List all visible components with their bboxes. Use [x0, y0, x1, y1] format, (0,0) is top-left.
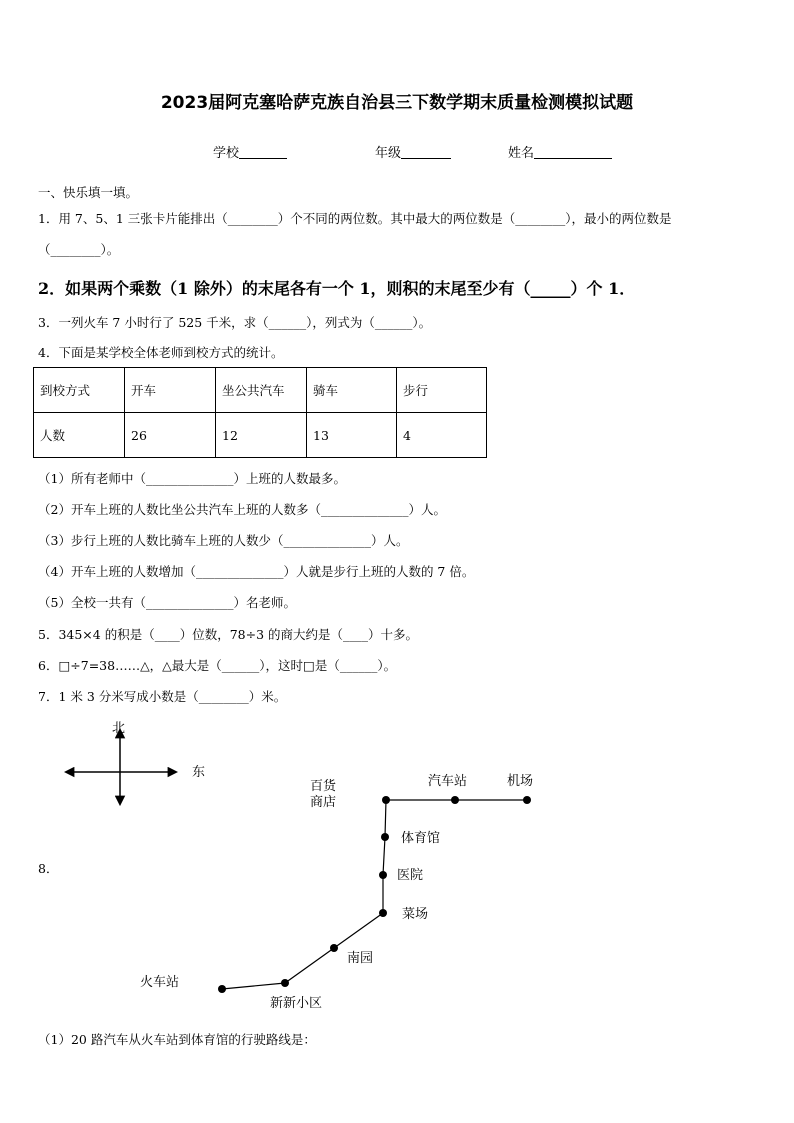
question-6: 6．□÷7=38……△，△最大是（______），这时□是（______）。 — [38, 658, 397, 673]
question-3: 3．一列火车 7 小时行了 525 千米，求（______），列式为（______）。 — [38, 315, 432, 330]
table-cell: 人数 — [34, 413, 125, 458]
school-blank[interactable] — [239, 146, 287, 159]
route-line — [222, 800, 527, 989]
gym-label: 体育馆 — [401, 831, 441, 846]
question-5: 5．345×4 的积是（____）位数，78÷3 的商大约是（____）十多。 — [38, 627, 419, 642]
question-1-line-2: （________）。 — [38, 242, 120, 257]
route-map — [0, 700, 794, 1030]
question-4-sub-5: （5）全校一共有（______________）名老师。 — [38, 595, 296, 610]
hospital-dot — [379, 871, 387, 879]
question-4-sub-3: （3）步行上班的人数比骑车上班的人数少（______________）人。 — [38, 533, 409, 548]
question-4-sub-4: （4）开车上班的人数增加（______________）人就是步行上班的人数的 7 倍。 — [38, 564, 475, 579]
table-cell: 4 — [397, 413, 487, 458]
page-title: 2023届阿克塞哈萨克族自治县三下数学期末质量检测模拟试题 — [160, 93, 634, 113]
table-header-cell: 步行 — [397, 368, 487, 413]
table-cell: 12 — [216, 413, 307, 458]
grade-blank[interactable] — [401, 146, 451, 159]
question-7: 7．1 米 3 分米写成小数是（________）米。 — [38, 689, 287, 704]
grade-field — [375, 142, 451, 161]
question-4-intro: 4．下面是某学校全体老师到校方式的统计。 — [38, 345, 284, 360]
train-station-label: 火车站 — [140, 975, 180, 990]
section-heading: 一、快乐填一填。 — [38, 185, 139, 200]
table-header-cell: 开车 — [125, 368, 216, 413]
south-park-label: 南园 — [347, 951, 374, 966]
department-store-label-1: 百货 — [310, 779, 337, 794]
question-1-line-1: 1．用 7、5、1 三张卡片能排出（________）个不同的两位数。其中最大的两位数是（________），最小的两位数是 — [38, 211, 672, 226]
south-park-dot — [330, 944, 338, 952]
school-field — [213, 142, 287, 161]
question-2: 2．如果两个乘数（1 除外）的末尾各有一个 1，则积的末尾至少有（_____）个 1． — [38, 279, 636, 298]
commute-table — [33, 367, 487, 458]
question-8-number: 8． — [38, 861, 59, 876]
table-header-cell: 骑车 — [307, 368, 397, 413]
airport-dot — [523, 796, 531, 804]
table-header-row — [34, 368, 487, 413]
school-label: 学校 — [213, 146, 240, 161]
bus-station-label: 汽车站 — [428, 774, 468, 789]
xinxin-dot — [281, 979, 289, 987]
table-header-cell: 坐公共汽车 — [216, 368, 307, 413]
table-row — [34, 413, 487, 458]
table-cell: 13 — [307, 413, 397, 458]
department-store-dot — [382, 796, 390, 804]
grade-label: 年级 — [375, 146, 402, 161]
gym-dot — [381, 833, 389, 841]
hospital-label: 医院 — [397, 868, 424, 883]
train-station-dot — [218, 985, 226, 993]
question-4-sub-1: （1）所有老师中（______________）上班的人数最多。 — [38, 471, 346, 486]
airport-label: 机场 — [507, 774, 534, 789]
compass — [66, 721, 205, 804]
name-blank[interactable] — [534, 146, 612, 159]
market-label: 菜场 — [402, 907, 429, 922]
market-dot — [379, 909, 387, 917]
bus-station-dot — [451, 796, 459, 804]
question-4-sub-2: （2）开车上班的人数比坐公共汽车上班的人数多（______________）人。 — [38, 502, 446, 517]
question-8-sub-1: （1）20 路汽车从火车站到体育馆的行驶路线是： — [38, 1032, 316, 1047]
table-header-cell: 到校方式 — [34, 368, 125, 413]
xinxin-label: 新新小区 — [270, 996, 323, 1011]
table-cell: 26 — [125, 413, 216, 458]
name-label: 姓名 — [508, 146, 535, 161]
compass-east-label: 东 — [192, 765, 206, 780]
compass-north-label: 北 — [112, 721, 126, 736]
department-store-label-2: 商店 — [310, 795, 337, 810]
name-field — [508, 142, 612, 161]
